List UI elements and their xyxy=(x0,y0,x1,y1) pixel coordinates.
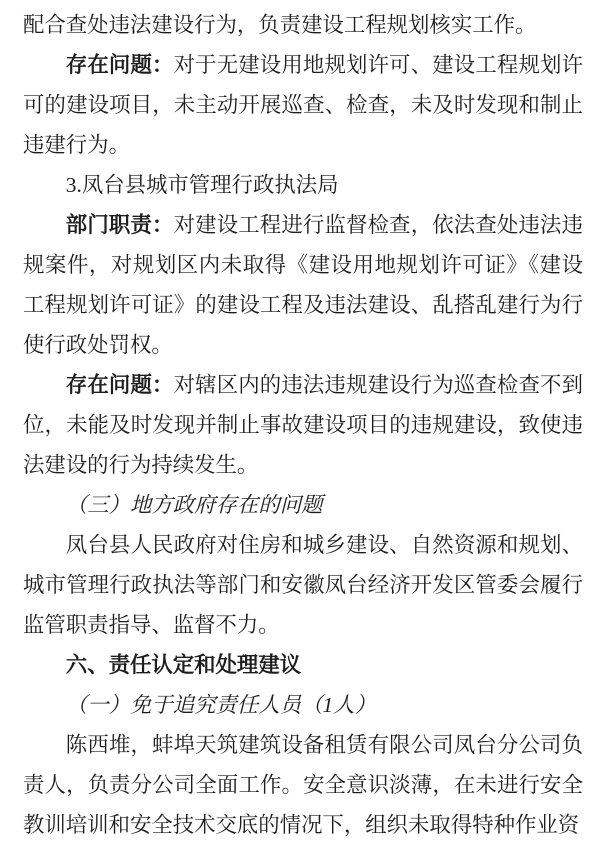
paragraph xyxy=(23,165,583,205)
text-run: 六、责任认定和处理建议 xyxy=(65,653,302,677)
paragraph xyxy=(23,5,583,45)
text-run: （三）地方政府存在的问题 xyxy=(65,493,323,517)
paragraph xyxy=(23,725,583,845)
sub-heading xyxy=(23,485,583,525)
sub-heading xyxy=(23,685,583,725)
text-run: 3.凤台县城市管理行政执法局 xyxy=(65,173,339,197)
paragraph xyxy=(23,525,583,645)
paragraph xyxy=(23,365,583,485)
section-heading xyxy=(23,645,583,685)
bold-label-run: 部门职责： xyxy=(65,213,174,237)
text-run: （一）免于追究责任人员（1人） xyxy=(65,693,376,717)
paragraph xyxy=(23,205,583,365)
document-body xyxy=(23,5,583,845)
text-run: 对于无建设用地规划许可、建设工程规划许可的建设项目，未主动开展巡查、检查，未及时发现和制止违建行为。 xyxy=(23,53,583,157)
text-run: 对辖区内的违法违规建设行为巡查检查不到位，未能及时发现并制止事故建设项目的违规建设，致使违法建设的行为持续发生。 xyxy=(23,373,583,477)
text-run: 对建设工程进行监督检查，依法查处违法违规案件，对规划区内未取得《建设用地规划许可证》《建设工程规划许可证》的建设工程及违法建设、乱搭乱建行为行使行政处罚权。 xyxy=(23,213,583,357)
text-run: 配合查处违法建设行为，负责建设工程规划核实工作。 xyxy=(23,13,537,37)
text-run: 凤台县人民政府对住房和城乡建设、自然资源和规划、城市管理行政执法等部门和安徽凤台经济开发区管委会履行监管职责指导、监督不力。 xyxy=(23,533,583,637)
bold-label-run: 存在问题： xyxy=(65,373,174,397)
bold-label-run: 存在问题： xyxy=(65,53,174,77)
text-run: 陈西堆，蚌埠天筑建筑设备租赁有限公司凤台分公司负责人，负责分公司全面工作。安全意识淡薄，在未进行安全教训培训和安全技术交底的情况下，组织未取得特种作业资 xyxy=(23,733,583,837)
paragraph xyxy=(23,45,583,165)
